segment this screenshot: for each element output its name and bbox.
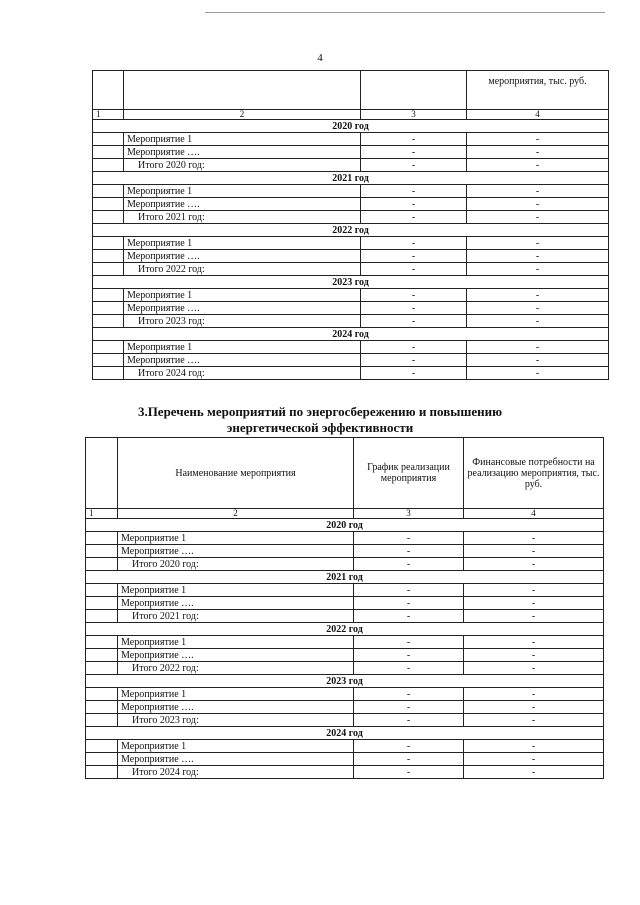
year-heading: 2022 год	[93, 224, 609, 237]
funding-cell: -	[467, 354, 609, 367]
table-row	[86, 714, 604, 727]
table-row	[93, 315, 609, 328]
table1-header-col3	[361, 71, 467, 110]
year-row	[86, 675, 604, 688]
table-row	[86, 545, 604, 558]
funding-cell: -	[464, 701, 604, 714]
row-index-cell	[93, 133, 124, 146]
funding-cell: -	[464, 532, 604, 545]
table-row	[86, 584, 604, 597]
row-index-cell	[93, 367, 124, 380]
row-index-cell	[93, 354, 124, 367]
event-name: Мероприятие ….	[124, 302, 361, 315]
table-row	[86, 558, 604, 571]
year-row	[93, 120, 609, 133]
event-name: Мероприятие 1	[118, 688, 354, 701]
schedule-cell: -	[354, 662, 464, 675]
row-index-cell	[93, 289, 124, 302]
funding-cell: -	[467, 289, 609, 302]
table1-header-col4: мероприятия, тыс. руб.	[467, 71, 609, 110]
table-row	[86, 753, 604, 766]
row-index-cell	[86, 740, 118, 753]
schedule-cell: -	[361, 315, 467, 328]
funding-cell: -	[464, 558, 604, 571]
event-name: Мероприятие ….	[124, 146, 361, 159]
row-index-cell	[86, 545, 118, 558]
funding-cell: -	[467, 302, 609, 315]
row-index-cell	[86, 636, 118, 649]
total-label: Итого 2020 год:	[124, 159, 361, 172]
table-row	[93, 211, 609, 224]
year-row	[93, 224, 609, 237]
funding-cell: -	[467, 263, 609, 276]
row-index-cell	[86, 714, 118, 727]
schedule-cell: -	[361, 354, 467, 367]
column-number: 4	[464, 509, 604, 519]
funding-cell: -	[464, 610, 604, 623]
row-index-cell	[93, 341, 124, 354]
funding-cell: -	[467, 185, 609, 198]
event-name: Мероприятие 1	[124, 185, 361, 198]
row-index-cell	[93, 198, 124, 211]
year-heading: 2024 год	[86, 727, 604, 740]
schedule-cell: -	[354, 532, 464, 545]
row-index-cell	[86, 753, 118, 766]
table-row	[93, 354, 609, 367]
schedule-cell: -	[354, 636, 464, 649]
table-row	[93, 198, 609, 211]
funding-cell: -	[464, 688, 604, 701]
year-row	[86, 519, 604, 532]
schedule-cell: -	[354, 558, 464, 571]
total-label: Итого 2021 год:	[124, 211, 361, 224]
column-number: 3	[354, 509, 464, 519]
total-label: Итого 2023 год:	[118, 714, 354, 727]
total-label: Итого 2024 год:	[124, 367, 361, 380]
year-row	[86, 623, 604, 636]
table2-header-col3: График реализации мероприятия	[354, 438, 464, 509]
table-row	[93, 133, 609, 146]
schedule-cell: -	[354, 545, 464, 558]
row-index-cell	[86, 701, 118, 714]
row-index-cell	[86, 584, 118, 597]
section-title-line-2: энергетической эффективности	[226, 420, 414, 435]
event-name: Мероприятие 1	[124, 289, 361, 302]
schedule-cell: -	[361, 146, 467, 159]
section-title	[0, 404, 640, 436]
row-index-cell	[86, 649, 118, 662]
year-row	[86, 727, 604, 740]
event-name: Мероприятие 1	[118, 740, 354, 753]
schedule-cell: -	[361, 237, 467, 250]
table-row	[86, 649, 604, 662]
table-row	[86, 688, 604, 701]
schedule-cell: -	[354, 701, 464, 714]
schedule-cell: -	[354, 688, 464, 701]
schedule-cell: -	[354, 584, 464, 597]
row-index-cell	[86, 558, 118, 571]
event-name: Мероприятие ….	[118, 701, 354, 714]
page-number: 4	[317, 52, 323, 64]
funding-cell: -	[467, 146, 609, 159]
table-row	[86, 597, 604, 610]
funding-cell: -	[464, 545, 604, 558]
funding-cell: -	[467, 250, 609, 263]
schedule-cell: -	[361, 198, 467, 211]
event-name: Мероприятие ….	[118, 545, 354, 558]
funding-cell: -	[464, 636, 604, 649]
event-name: Мероприятие ….	[118, 649, 354, 662]
schedule-cell: -	[361, 133, 467, 146]
table-row	[86, 766, 604, 779]
funding-cell: -	[464, 753, 604, 766]
schedule-cell: -	[361, 289, 467, 302]
funding-cell: -	[464, 766, 604, 779]
table-row	[86, 662, 604, 675]
event-name: Мероприятие ….	[124, 354, 361, 367]
year-heading: 2022 год	[86, 623, 604, 636]
funding-cell: -	[467, 237, 609, 250]
table2-header-col1	[86, 438, 118, 509]
table-row	[93, 237, 609, 250]
schedule-cell: -	[361, 367, 467, 380]
event-name: Мероприятие ….	[124, 250, 361, 263]
row-index-cell	[86, 610, 118, 623]
row-index-cell	[93, 146, 124, 159]
schedule-cell: -	[354, 753, 464, 766]
row-index-cell	[93, 302, 124, 315]
table-row	[86, 701, 604, 714]
total-label: Итого 2023 год:	[124, 315, 361, 328]
table-row	[93, 367, 609, 380]
row-index-cell	[93, 211, 124, 224]
funding-cell: -	[464, 662, 604, 675]
funding-cell: -	[464, 740, 604, 753]
funding-cell: -	[464, 714, 604, 727]
funding-cell: -	[464, 597, 604, 610]
table-row	[93, 341, 609, 354]
table-row	[93, 146, 609, 159]
year-heading: 2021 год	[93, 172, 609, 185]
year-row	[93, 276, 609, 289]
event-name: Мероприятие ….	[118, 753, 354, 766]
schedule-cell: -	[361, 250, 467, 263]
schedule-cell: -	[361, 159, 467, 172]
table1-column-numbers-row	[93, 110, 609, 120]
year-heading: 2023 год	[93, 276, 609, 289]
funding-cell: -	[467, 315, 609, 328]
table-row	[93, 159, 609, 172]
table2-column-numbers-row	[86, 509, 604, 519]
total-label: Итого 2020 год:	[118, 558, 354, 571]
table1-header-col1	[93, 71, 124, 110]
column-number: 1	[93, 110, 124, 120]
schedule-cell: -	[361, 211, 467, 224]
column-number: 3	[361, 110, 467, 120]
funding-cell: -	[467, 159, 609, 172]
schedule-cell: -	[361, 185, 467, 198]
event-name: Мероприятие 1	[118, 584, 354, 597]
row-index-cell	[86, 532, 118, 545]
table-row	[86, 610, 604, 623]
table-row	[86, 532, 604, 545]
column-number: 2	[118, 509, 354, 519]
table-row	[86, 740, 604, 753]
year-row	[86, 571, 604, 584]
events-table-continued	[92, 70, 609, 380]
row-index-cell	[86, 662, 118, 675]
scan-top-line	[205, 12, 605, 13]
schedule-cell: -	[354, 649, 464, 662]
schedule-cell: -	[354, 610, 464, 623]
year-row	[93, 172, 609, 185]
table1-header-row	[93, 71, 609, 110]
table-row	[93, 289, 609, 302]
schedule-cell: -	[354, 714, 464, 727]
column-number: 4	[467, 110, 609, 120]
event-name: Мероприятие 1	[118, 636, 354, 649]
funding-cell: -	[467, 133, 609, 146]
total-label: Итого 2021 год:	[118, 610, 354, 623]
energy-saving-events-table	[85, 437, 604, 779]
year-heading: 2020 год	[86, 519, 604, 532]
schedule-cell: -	[354, 740, 464, 753]
table1-header-col2	[124, 71, 361, 110]
year-heading: 2024 год	[93, 328, 609, 341]
table2-header-col4: Финансовые потребности на реализацию мероприятия, тыс. руб.	[464, 438, 604, 509]
table-row	[93, 185, 609, 198]
row-index-cell	[93, 315, 124, 328]
schedule-cell: -	[361, 263, 467, 276]
event-name: Мероприятие 1	[124, 237, 361, 250]
row-index-cell	[93, 185, 124, 198]
table-row	[93, 250, 609, 263]
event-name: Мероприятие 1	[118, 532, 354, 545]
row-index-cell	[86, 597, 118, 610]
funding-cell: -	[467, 367, 609, 380]
table2-header-row	[86, 438, 604, 509]
total-label: Итого 2024 год:	[118, 766, 354, 779]
schedule-cell: -	[361, 341, 467, 354]
funding-cell: -	[464, 584, 604, 597]
row-index-cell	[86, 766, 118, 779]
row-index-cell	[93, 250, 124, 263]
year-heading: 2023 год	[86, 675, 604, 688]
row-index-cell	[93, 263, 124, 276]
schedule-cell: -	[354, 766, 464, 779]
table2-header-col2: Наименование мероприятия	[118, 438, 354, 509]
event-name: Мероприятие ….	[124, 198, 361, 211]
total-label: Итого 2022 год:	[124, 263, 361, 276]
total-label: Итого 2022 год:	[118, 662, 354, 675]
schedule-cell: -	[354, 597, 464, 610]
year-row	[93, 328, 609, 341]
column-number: 2	[124, 110, 361, 120]
funding-cell: -	[467, 198, 609, 211]
row-index-cell	[93, 237, 124, 250]
row-index-cell	[93, 159, 124, 172]
funding-cell: -	[467, 211, 609, 224]
event-name: Мероприятие 1	[124, 133, 361, 146]
year-heading: 2021 год	[86, 571, 604, 584]
funding-cell: -	[464, 649, 604, 662]
row-index-cell	[86, 688, 118, 701]
table-row	[86, 636, 604, 649]
table-row	[93, 302, 609, 315]
section-title-line-1: 3.Перечень мероприятий по энергосбережению и повышению	[137, 404, 503, 419]
schedule-cell: -	[361, 302, 467, 315]
event-name: Мероприятие 1	[124, 341, 361, 354]
year-heading: 2020 год	[93, 120, 609, 133]
funding-cell: -	[467, 341, 609, 354]
column-number: 1	[86, 509, 118, 519]
table-row	[93, 263, 609, 276]
event-name: Мероприятие ….	[118, 597, 354, 610]
